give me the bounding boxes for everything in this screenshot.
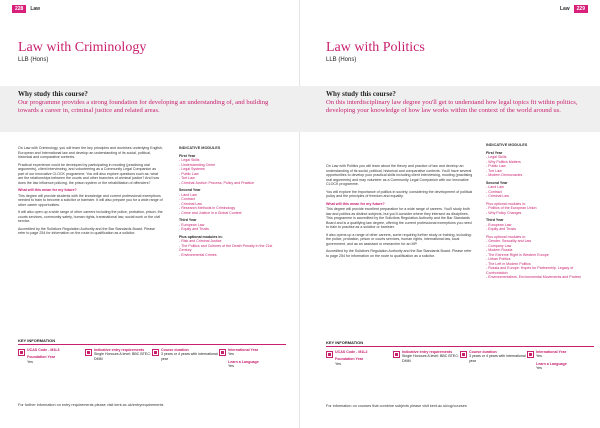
module-group-heading: First Year	[179, 153, 196, 158]
modules-heading: INDICATIVE MODULES	[179, 146, 221, 150]
module-item: - Tort Law	[179, 176, 283, 181]
module-item: - Tort Law	[486, 169, 594, 174]
key-info-box	[393, 350, 460, 371]
future-paragraph: Accredited by the Solicitors Regulation Authority and the Bar Standards Board. Please refer to page 254 for information on the route to qualification as a solicitor.	[18, 226, 156, 235]
page-footer-note: For information on courses that combine subjects please visit kent.ac.uk/ug/courses	[326, 404, 467, 408]
info-square-icon	[527, 351, 534, 358]
key-info-label: Learn a Language	[536, 361, 567, 366]
module-group-heading: Third Year	[179, 218, 197, 222]
module-list	[179, 158, 283, 185]
modules-column	[486, 143, 594, 283]
modules-column	[179, 146, 283, 260]
module-item: - Understanding Crime	[179, 163, 283, 168]
module-item: - Modern Democracies	[486, 173, 594, 178]
module-item: - Criminal Law	[486, 194, 594, 199]
module-list	[486, 239, 594, 280]
key-info-box	[460, 350, 527, 371]
module-item: - Why Policy Changes	[486, 211, 594, 216]
key-info-value: Yes	[228, 364, 234, 369]
key-info-value: Single Honours A level: BBC BTEC: DMM	[402, 354, 459, 363]
page-header	[12, 4, 40, 14]
page-footer-note: For further information on entry requirements please visit kent.ac.uk/entryrequirements	[18, 403, 164, 407]
key-info-value: Yes	[536, 354, 542, 359]
module-item: - European Law	[486, 223, 594, 228]
body-paragraph: On Law with Politics you will learn about the theory and practice of law and develop an understanding of its social, political, historical and comparative contexts. You'll have several opportunities to develop your practical skills including client interviewing, mooting (practising oral arguments) and may volunteer as a Community Legal Companion with our innovative CLOCK programme.	[326, 164, 473, 186]
module-group-heading: Plus optional modules in:	[179, 234, 223, 239]
module-group	[179, 154, 283, 186]
module-item: - Gender, Sexuality and Law	[486, 239, 594, 244]
key-info-label: International Year	[228, 348, 259, 352]
key-info-text	[161, 348, 219, 369]
module-group	[179, 218, 283, 232]
key-info-value: Yes	[228, 352, 234, 357]
key-info-text	[94, 348, 152, 369]
module-item: - Criminal Law	[179, 202, 283, 207]
key-info-text	[402, 350, 460, 371]
section-label: Law	[559, 6, 570, 12]
future-paragraph: It also opens up a range of other careers, some requiring further study or training, including: the police, probation, prison or courts services, human rights, international law, local government, and as an assistant or researcher for an MP.	[326, 232, 472, 246]
right-page	[300, 0, 600, 428]
module-item: - Environmental Crimes	[179, 253, 283, 258]
course-award: LLB (Hons)	[326, 57, 357, 63]
page-header	[560, 4, 588, 14]
info-square-icon	[219, 349, 226, 356]
info-square-icon	[18, 349, 25, 356]
future-paragraph: It will also open up a wide range of other careers including the police, probation, prison, the courts services, community safety, human rights, transnational law, social work or the civil service.	[18, 210, 163, 223]
module-item: - Research Methods in Criminology	[179, 206, 283, 211]
course-award: LLB (Hons)	[18, 57, 49, 63]
why-study-text: On this interdisciplinary law degree you'll get to understand how legal topics fit within politics, developing your knowledge of how law works within the context of the world around us.	[326, 99, 578, 114]
body-paragraph: On Law with Criminology, you will learn the key principles and doctrines underlying English, European and International law and develop an understanding of its social, political, historical and comparative contexts.	[18, 146, 163, 159]
key-info-text	[27, 348, 60, 369]
module-item: - Environmentalism, Environmental Movements and Protest	[486, 275, 594, 280]
info-square-icon	[152, 349, 159, 356]
module-list	[179, 223, 283, 232]
body-column	[18, 146, 163, 239]
key-information-rule	[18, 344, 286, 345]
page-number: 228	[12, 5, 26, 13]
key-info-label: Course duration	[161, 348, 189, 352]
module-group	[486, 235, 594, 280]
key-information-boxes	[18, 348, 286, 369]
course-title: Law with Politics	[326, 40, 425, 55]
key-info-box	[152, 348, 219, 369]
key-info-box	[219, 348, 286, 369]
key-information-heading: KEY INFORMATION	[326, 340, 364, 345]
module-list	[486, 155, 594, 178]
module-item: - European Law	[179, 223, 283, 228]
module-item: - Legal Skills	[179, 158, 283, 163]
key-info-value: Yes	[536, 366, 542, 371]
key-information-heading: KEY INFORMATION	[18, 338, 56, 343]
module-item: - Russia and Europe: Hopes for Partnership, Legacy of Confrontation	[486, 266, 594, 275]
key-info-box	[527, 350, 594, 371]
key-info-label: UCAS Code - M1L2	[335, 350, 368, 354]
module-item: - Crime and Justice in a Global Context	[179, 211, 283, 216]
key-info-label: International Year	[536, 350, 567, 354]
module-group	[486, 202, 594, 216]
module-group	[486, 151, 594, 178]
module-list	[486, 206, 594, 215]
module-item: - The Politics and Cultures of the Death Penalty in the 21st Century	[179, 244, 283, 253]
key-information-rule	[326, 346, 594, 347]
section-label: Law	[30, 6, 41, 12]
future-paragraph: This degree will provide excellent preparation for a wide range of careers. You'll study both law and politics as distinct subjects, but you'll consider where they intersect as disciplines. This programme is accredited by the Solicitors Regulation Authority and the Bar Standards Board and is a qualifying law degree, offering the current professional exemptions you need to train to practise as a solicitor or barrister.	[326, 207, 472, 229]
future-paragraph: This degree will provide students with the knowledge and current professional exemptions needed to train to become a solicitor or barrister. It will also prepare you for a wide range of other career opportunities.	[18, 193, 163, 207]
module-item: - Risk and Criminal Justice	[179, 239, 283, 244]
module-item: - Public Law	[486, 164, 594, 169]
key-info-box	[85, 348, 152, 369]
key-info-value: 3 years or 4 years with international year	[161, 352, 218, 361]
info-square-icon	[393, 351, 400, 358]
future-heading: What will this mean for my future?	[18, 188, 77, 192]
module-item: - The Extreme Right in Western Europe	[486, 253, 594, 258]
future-heading: What will this mean for my future?	[326, 201, 385, 206]
module-item: - Land Law	[486, 185, 594, 190]
key-info-text	[228, 348, 259, 369]
module-item: - Modern Russia	[486, 248, 594, 253]
key-info-label: UCAS Code - M1L3	[27, 348, 60, 352]
module-group	[486, 218, 594, 232]
key-info-text	[469, 350, 527, 371]
module-item: - Politics of the European Union	[486, 206, 594, 211]
module-item: - Criminal Justice: Process, Policy and Practice	[179, 181, 283, 186]
key-info-label: Indicative entry requirements	[94, 348, 145, 352]
module-item: - Equity and Trusts	[179, 227, 283, 232]
future-paragraph: Accredited by the Solicitors Regulation Authority and the Bar Standards Board. Please refer to page 254 for information on the route to qualification as a solicitor.	[326, 249, 472, 258]
info-square-icon	[460, 351, 467, 358]
key-info-label: Foundation Year	[335, 357, 364, 362]
module-group	[179, 235, 283, 258]
module-list	[486, 185, 594, 199]
key-info-label: Course duration	[469, 350, 497, 354]
module-group-heading: First Year	[486, 150, 503, 155]
module-item: - Urban Politics	[486, 257, 594, 262]
modules-heading: INDICATIVE MODULES	[486, 143, 528, 147]
module-item: - Contract	[179, 197, 283, 202]
module-list	[179, 239, 283, 257]
module-group	[179, 188, 283, 215]
module-list	[179, 193, 283, 216]
key-info-box	[18, 348, 85, 369]
key-info-value: Yes	[27, 359, 33, 364]
info-square-icon	[326, 351, 333, 358]
key-info-value: Yes	[335, 361, 341, 366]
module-item: - The Left in Modern Politics	[486, 262, 594, 267]
key-info-box	[326, 350, 393, 371]
page-number: 229	[574, 5, 588, 13]
key-info-label: Foundation Year	[27, 355, 56, 360]
module-group-heading: Third Year	[486, 218, 504, 222]
key-info-value: Single Honours A level: BBC BTEC: DMM	[94, 352, 151, 361]
module-item: - Company Law	[486, 244, 594, 249]
module-group	[486, 181, 594, 199]
body-paragraph: Practical experience could be developed by participating in mooting (practising oral arguments), client interviewing, and volunteering as a Community Legal Companion as part of our innovative CLOCK programme. You will also explore questions such as: what are the relationships between the courts and other branches of criminal justice? And how does the law influence policing, the prison system or the rehabilitation of offenders?	[18, 162, 160, 185]
module-item: - Public Law	[179, 172, 283, 177]
course-title: Law with Criminology	[18, 40, 147, 55]
key-info-label: Learn a Language	[228, 359, 259, 364]
why-study-text: Our programme provides a strong foundation for developing an understanding of, and building towards a career in, criminal justice and related areas.	[18, 99, 269, 114]
module-item: - Why Politics Matters	[486, 160, 594, 165]
info-square-icon	[85, 349, 92, 356]
module-item: - Legal Skills	[486, 155, 594, 160]
key-info-text	[335, 350, 368, 371]
module-item: - Equity and Trusts	[486, 227, 594, 232]
module-group-heading: Second Year	[179, 188, 201, 192]
body-column	[326, 164, 474, 261]
why-study-heading: Why study this course?	[18, 90, 88, 98]
module-group-heading: Plus optional modules in:	[486, 234, 526, 239]
module-group-heading: Second Year	[486, 180, 508, 185]
key-info-label: Indicative entry requirements	[402, 350, 453, 354]
key-information-boxes	[326, 350, 594, 371]
module-item: - Land Law	[179, 193, 283, 198]
module-item: - Contract	[486, 190, 594, 195]
key-info-text	[536, 350, 567, 371]
body-paragraph: You will explore the importance of politics in society, considering the development of political policy and the principles of freedom and equality.	[326, 189, 473, 198]
why-study-heading: Why study this course?	[326, 90, 396, 98]
key-info-value: 3 years or 4 years with international year	[469, 354, 526, 363]
module-item: - Legal Systems	[179, 167, 283, 172]
module-group-heading: Plus optional modules in:	[486, 201, 526, 206]
module-list	[486, 223, 594, 232]
